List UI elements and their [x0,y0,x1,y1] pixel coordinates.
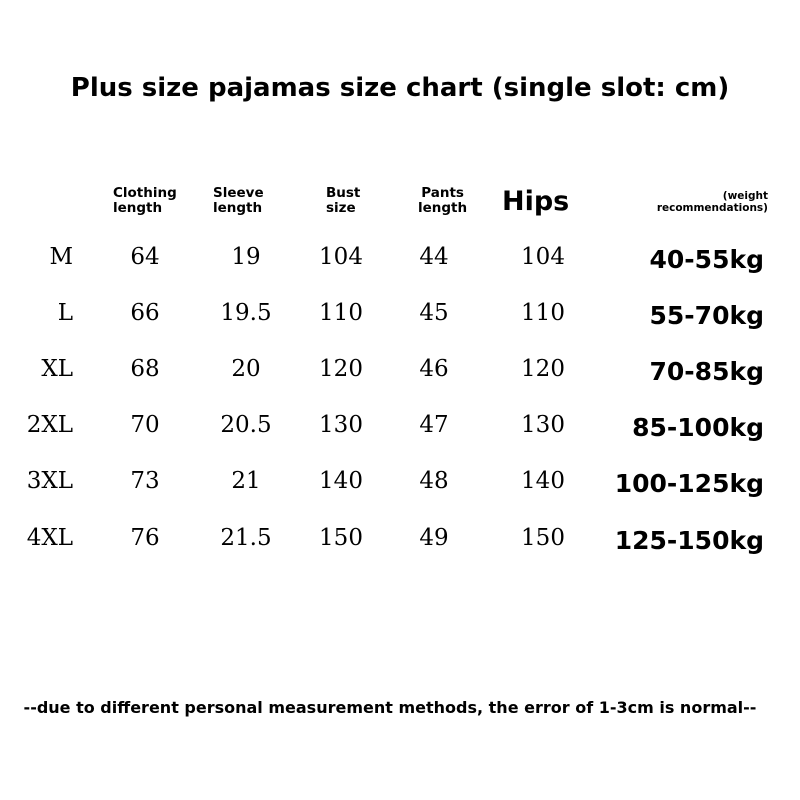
header-pants-length-line1: Pants [421,185,464,201]
clothing-length-cell: 76 [130,525,160,551]
page-title: Plus size pajamas size chart (single slot: cm) [70,73,730,103]
bust-size-cell: 120 [319,356,363,382]
sleeve-length-cell: 19 [231,244,261,270]
hips-cell: 110 [521,300,565,326]
pants-length-cell: 45 [419,300,449,326]
size-cell: XL [41,356,73,382]
header-clothing-length-line2: length [113,200,163,216]
header-hips: Hips [502,186,570,217]
clothing-length-cell: 73 [130,468,160,494]
hips-cell: 130 [521,412,565,438]
pants-length-cell: 44 [419,244,449,270]
header-pants-length-line2: length [418,200,468,216]
sleeve-length-cell: 20.5 [220,412,272,438]
hips-cell: 120 [521,356,565,382]
clothing-length-cell: 64 [130,244,160,270]
header-sleeve-length-line1: Sleeve [213,185,264,201]
sleeve-length-cell: 20 [231,356,261,382]
measurement-note: --due to different personal measurement methods, the error of 1-3cm is normal-- [23,698,757,717]
sleeve-length-cell: 21 [231,468,261,494]
pants-length-cell: 49 [419,525,449,551]
weight-cell: 70-85kg [649,357,764,386]
pants-length-cell: 47 [419,412,449,438]
weight-cell: 100-125kg [614,469,764,498]
header-weight-line1: (weight [722,190,768,202]
header-sleeve-length-line2: length [213,200,263,216]
size-cell: 2XL [26,412,73,438]
sleeve-length-cell: 19.5 [220,300,272,326]
size-cell: M [49,244,73,270]
header-bust-size-line2: size [326,200,356,216]
bust-size-cell: 104 [319,244,363,270]
weight-cell: 85-100kg [632,413,764,442]
hips-cell: 140 [521,468,565,494]
size-cell: 3XL [26,468,73,494]
size-cell: 4XL [26,525,73,551]
hips-cell: 104 [521,244,565,270]
sleeve-length-cell: 21.5 [220,525,272,551]
header-weight-line2: recommendations) [656,202,768,214]
bust-size-cell: 150 [319,525,363,551]
size-cell: L [57,300,73,326]
pants-length-cell: 48 [419,468,449,494]
bust-size-cell: 110 [319,300,363,326]
header-clothing-length-line1: Clothing [113,185,177,201]
bust-size-cell: 130 [319,412,363,438]
clothing-length-cell: 70 [130,412,160,438]
weight-cell: 125-150kg [614,526,764,555]
hips-cell: 150 [521,525,565,551]
clothing-length-cell: 68 [130,356,160,382]
header-bust-size-line1: Bust [326,185,361,201]
clothing-length-cell: 66 [130,300,160,326]
pants-length-cell: 46 [419,356,449,382]
weight-cell: 40-55kg [649,245,764,274]
weight-cell: 55-70kg [649,301,764,330]
bust-size-cell: 140 [319,468,363,494]
